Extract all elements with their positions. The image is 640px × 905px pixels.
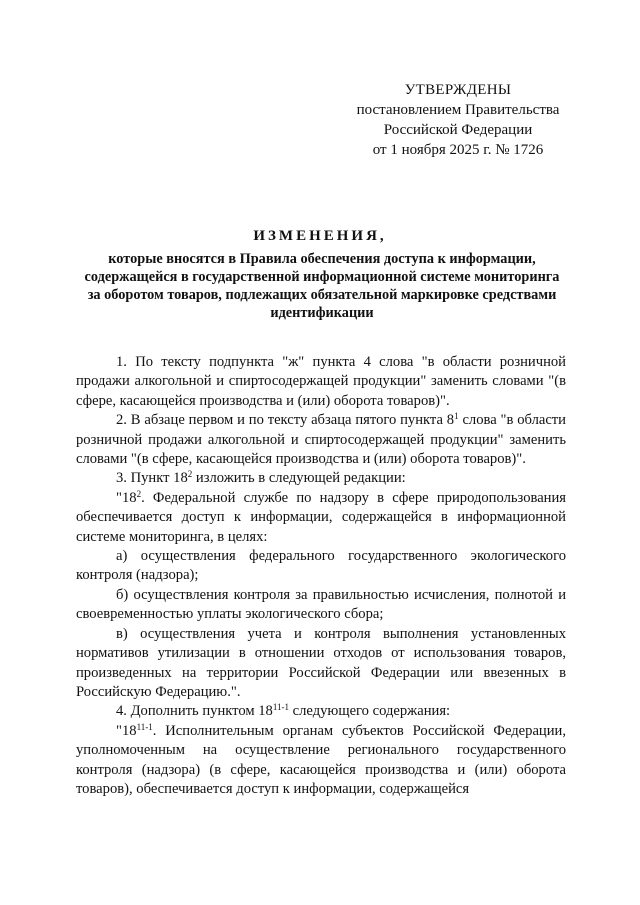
paragraph-9-text-b: . Исполнительным органам субъектов Российской Федерации, уполномоченным на осуществление регионального государственного контроля (надзора) (в сфере, касающейся производства и (или) оборота товаров), обеспечивается доступ к информации, содержащейся [76,722,566,797]
paragraph-4-text-b: . Федеральной службе по надзору в сфере природопользования обеспечивается доступ к информации, содержащейся в информационной системе мониторинга, в целях: [76,489,566,545]
paragraph-8-text-a: 4. Дополнить пунктом 18 [116,703,273,720]
paragraph-9-text-a: "18 [116,722,137,739]
document-body [76,353,566,799]
paragraph-1: 1. По тексту подпункта "ж" пункта 4 слова "в области розничной продажи алкогольной и спиртосодержащей продукции" заменить словами "(в сфере, касающейся производства и (или) оборота товаров)". [76,354,566,409]
paragraph-4 [76,489,566,547]
approval-heading: УТВЕРЖДЕНЫ [404,82,512,98]
document-subtitle: которые вносятся в Правила обеспечения доступа к информации, содержащейся в государственной информационной системе мониторинга за оборотом товаров, подлежащих обязательной маркировке средствами идентификации [84,251,560,321]
paragraph-7: в) осуществления учета и контроля выполнения установленных нормативов утилизации в отношении отходов от использования товаров, произведенных на территории Российской Федерации или ввезенных в Российскую Федерацию.". [76,625,566,700]
paragraph-8-sup: 11-1 [272,702,290,713]
approval-line-2: Российской Федерации [383,122,533,138]
paragraph-3 [76,469,566,488]
paragraph-2-text-a: 2. В абзаце первом и по тексту абзаца пятого пункта 8 [116,412,455,429]
approval-line-3: от 1 ноября 2025 г. № 1726 [372,142,544,158]
approval-block [330,80,586,160]
paragraph-3-sup: 2 [187,469,193,480]
paragraph-3-text-b: изложить в следующей редакции: [192,470,406,487]
paragraph-2 [76,411,566,469]
paragraph-8 [76,702,566,721]
paragraph-4-text-a: "18 [116,489,137,506]
paragraph-2-sup: 1 [454,411,459,422]
paragraph-6: б) осуществления контроля за правильностью исчисления, полнотой и своевременностью уплаты экологического сбора; [76,586,566,623]
paragraph-2-text-b: слова "в области розничной продажи алкогольной и спиртосодержащей продукции" заменить словами "(в сфере, касающейся производства и (или) оборота товаров)". [76,412,566,468]
paragraph-3-text-a: 3. Пункт 18 [116,470,188,487]
paragraph-9 [76,722,566,800]
paragraph-8-text-b: следующего содержания: [289,703,451,720]
approval-line-1: постановлением Правительства [356,102,560,118]
document-title: ИЗМЕНЕНИЯ, [253,228,387,244]
paragraph-4-sup: 2 [136,488,142,499]
paragraph-5: а) осуществления федерального государственного экологического контроля (надзора); [76,548,566,584]
paragraph-9-sup: 11-1 [136,721,153,732]
